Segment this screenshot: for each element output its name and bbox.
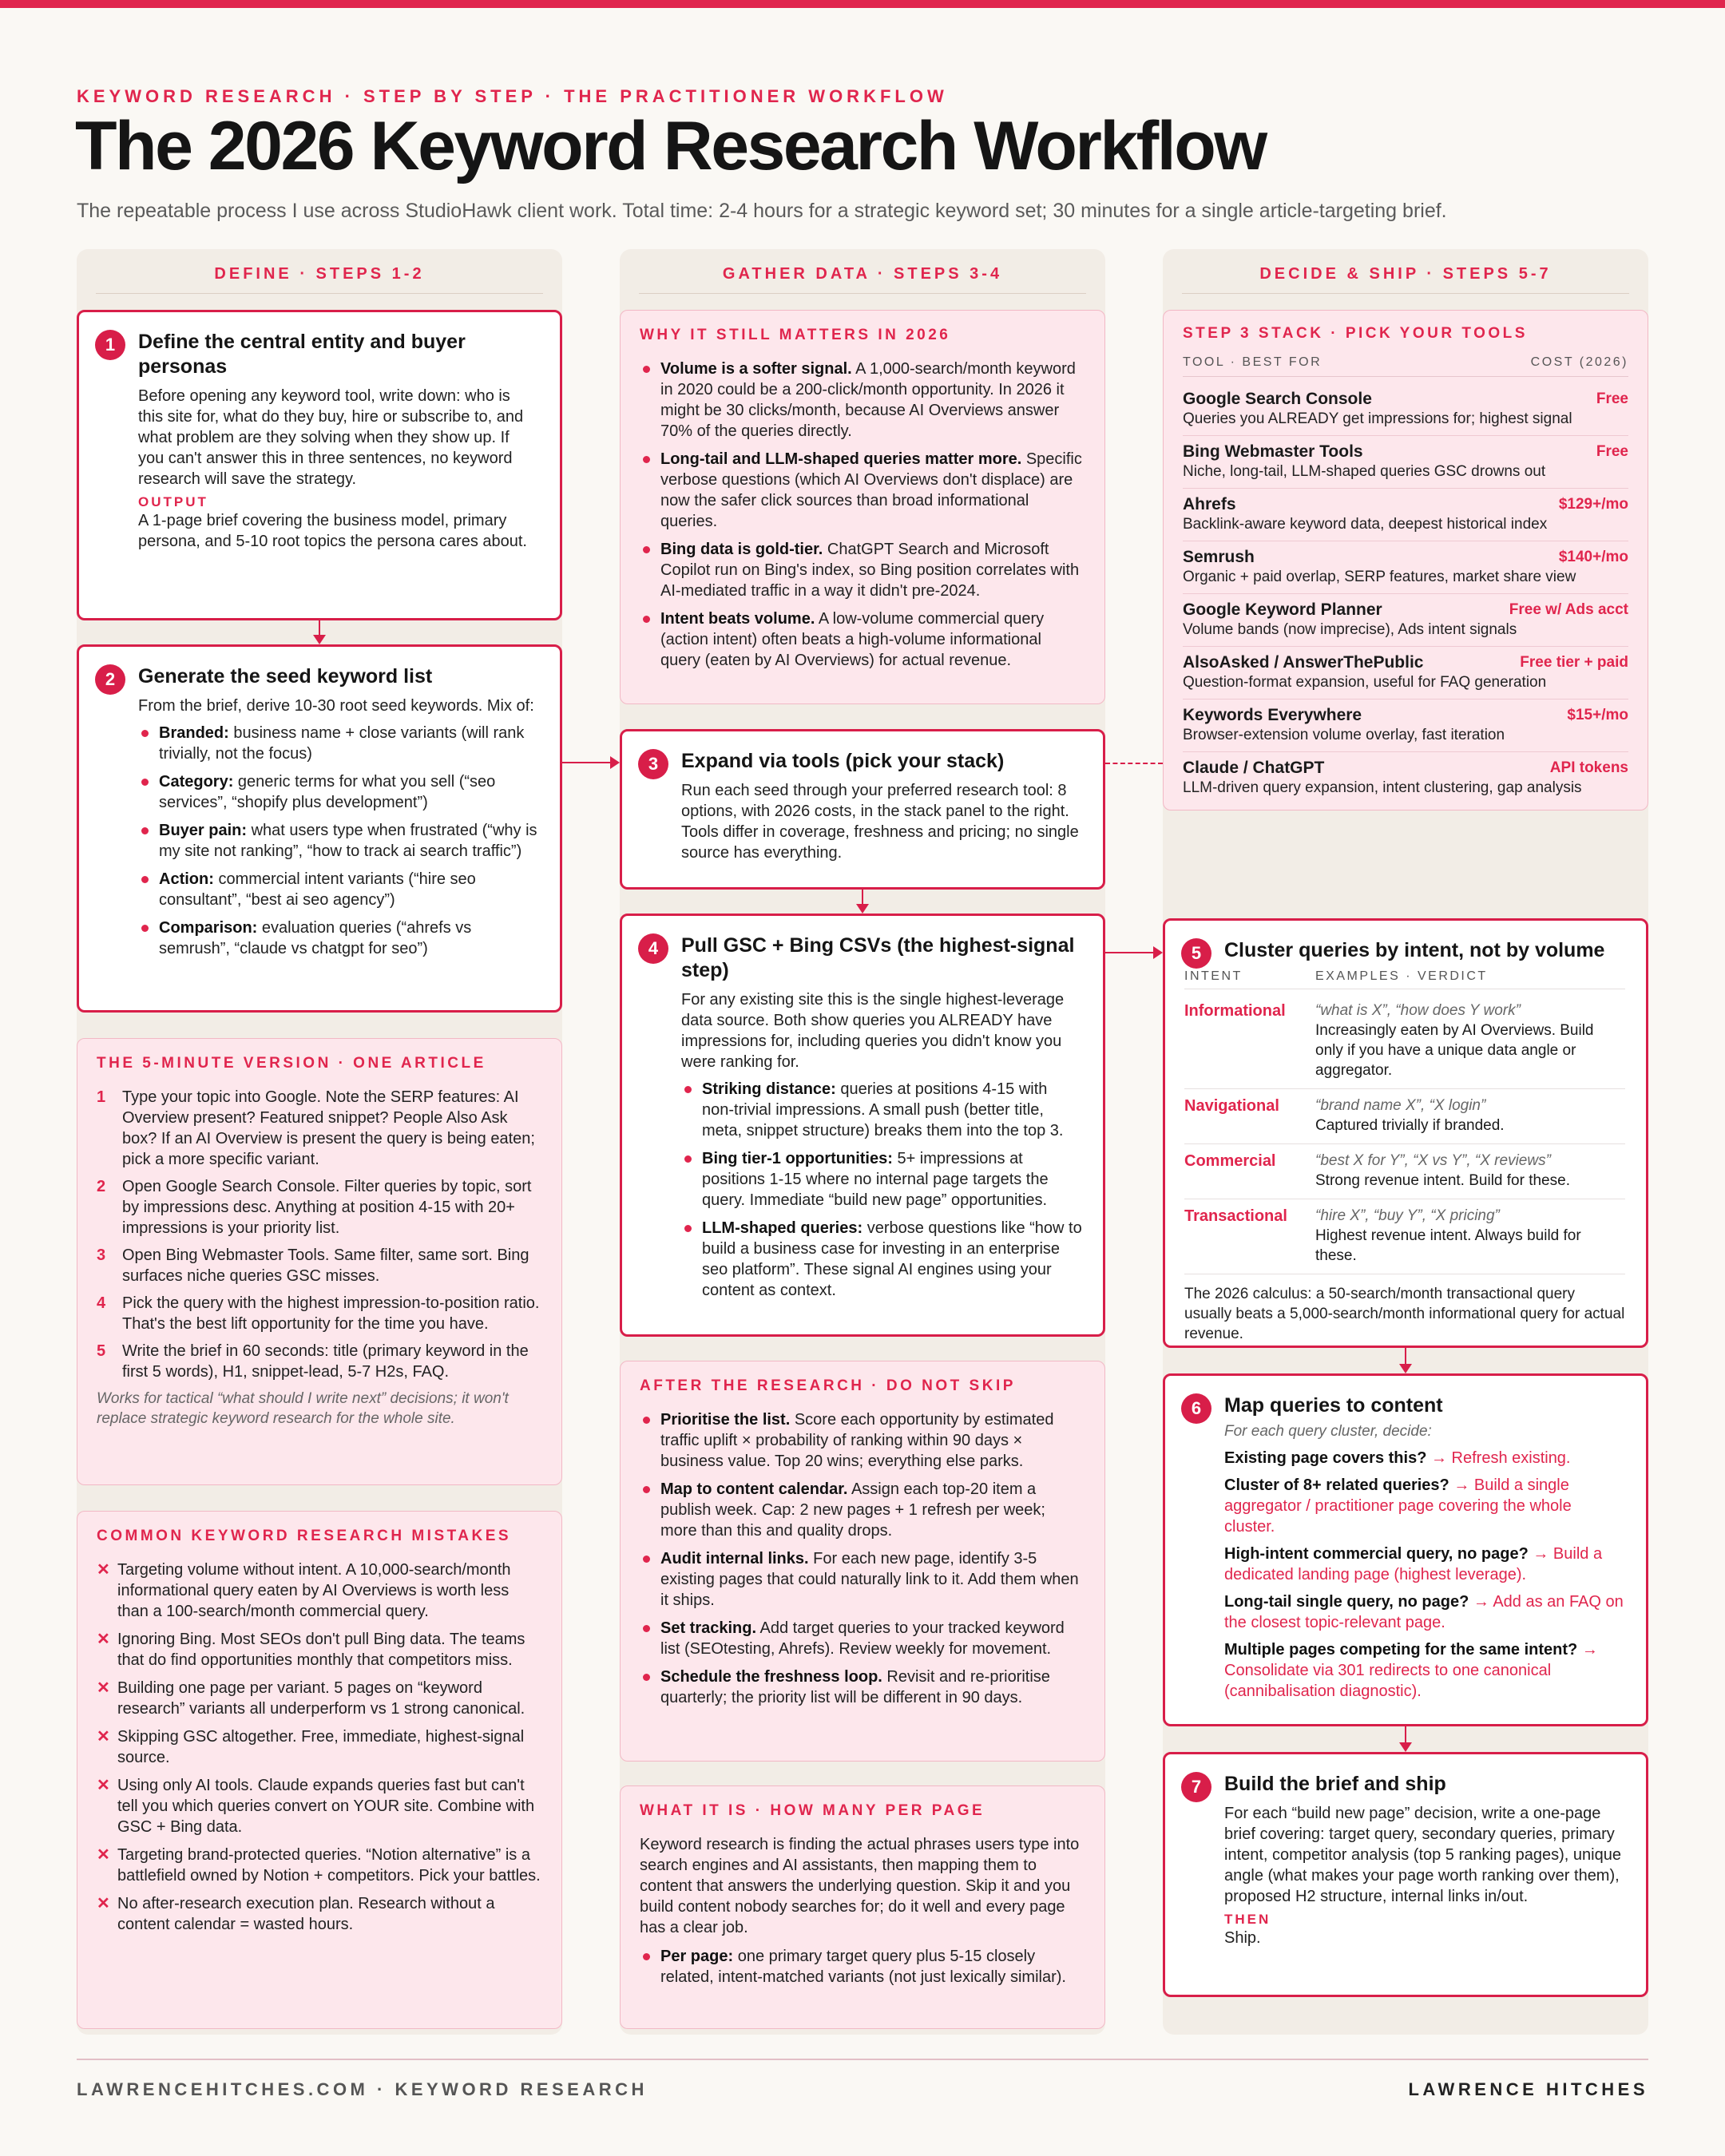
tool-desc: Volume bands (now imprecise), Ads intent signals [1183,621,1517,638]
five-minute-panel [77,1038,562,1485]
intent-name: Navigational [1184,1097,1279,1115]
step-5-card [1163,918,1648,1348]
intent-name: Transactional [1184,1207,1287,1225]
arrow-down-icon [313,635,326,644]
list-item: Map to content calendar. Assign each top-20 item a publish week. Cap: 2 new pages + 1 refresh per week; more than this and quality drops. [640,1479,1085,1541]
step-title: Map queries to content [1224,1394,1443,1417]
decision-item: Cluster of 8+ related queries? → Build a single aggregator / practitioner page covering the whole cluster. [1224,1476,1572,1536]
step-3-card [620,729,1105,890]
intent-name: Commercial [1184,1152,1276,1170]
connector-3-stack [1105,763,1163,764]
list-item: Striking distance: queries at positions 4-15 with non-trivial impressions. A small push (better title, meta, snippet structure) breaks them into the top 3. [681,1079,1082,1141]
tool-cost: API tokens [1549,759,1628,776]
header-tool: TOOL · BEST FOR [1183,355,1322,369]
list-item: 2 Open Google Search Console. Filter queries by topic, sort by impressions desc. Anything at position 4-15 with 20+ impressions is your priority list. [97,1178,532,1237]
tool-name: Google Keyword Planner [1183,600,1382,619]
arrow-right-icon [610,756,620,769]
what-list [640,1946,1085,1988]
list-item: ✕ Skipping GSC altogether. Free, immediate, highest-signal source. [97,1726,542,1768]
list-item: Volume is a softer signal. A 1,000-search/month keyword in 2020 could be a 200-click/month opportunity. In 2026 it might be 30 clicks/month, because AI Overviews answer 70% of the queries directly. [640,359,1085,442]
page-title: The 2026 Keyword Research Workflow [75,108,1266,184]
column-heading: DEFINE · STEPS 1-2 [96,249,543,294]
panel-body: Keyword research is finding the actual phrases users type into search engines and AI assistants, then mapping them to content that answers the underlying question. Skip it and you build content nobody searches for; do it well and every page has a clear job. [640,1836,1080,1936]
step-lead: For each query cluster, decide: [1224,1423,1432,1440]
decision-item: Existing page covers this? → Refresh existing. [1224,1449,1571,1467]
tool-cost: $15+/mo [1567,707,1628,723]
step-number: 1 [95,330,125,360]
five-minute-list [97,1087,542,1382]
tool-name: Bing Webmaster Tools [1183,442,1363,461]
list-item: ✕ Building one page per variant. 5 pages on “keyword research” variants all underperform vs 1 strong canonical. [97,1678,542,1719]
list-item: 1 Type your topic into Google. Note the SERP features: AI Overview present? Featured snippet? People Also Ask box? If an AI Overview is present the query is being eaten; pick a more specific variant. [97,1088,535,1168]
step-title: Expand via tools (pick your stack) [681,750,1005,772]
tool-desc: Niche, long-tail, LLM-shaped queries GSC drowns out [1183,463,1546,480]
list-item: Set tracking. Add target queries to your tracked keyword list (SEOtesting, Ahrefs). Review weekly for movement. [640,1618,1085,1659]
step-body: For any existing site this is the single highest-leverage data source. Both show queries you ALREADY have impressions for, including queries you didn't know you were ranking for. [681,991,1065,1071]
column-heading: DECIDE & SHIP · STEPS 5-7 [1182,249,1629,294]
tool-desc: Browser-extension volume overlay, fast iteration [1183,727,1505,743]
step-4-card [620,914,1105,1337]
list-item: Prioritise the list. Score each opportunity by estimated traffic uplift × probability of ranking within 90 days × business value. Top 20 wins; everything else parks. [640,1409,1085,1472]
column-heading: GATHER DATA · STEPS 3-4 [639,249,1086,294]
arrow-right-icon [1153,946,1163,959]
stack-row [1183,752,1628,804]
step-7-card [1163,1752,1648,1997]
tool-cost: Free [1596,390,1628,407]
tool-desc: Backlink-aware keyword data, deepest historical index [1183,516,1548,533]
panel-heading: STEP 3 STACK · PICK YOUR TOOLS [1183,325,1528,342]
intent-verdict: Captured trivially if branded. [1315,1117,1505,1134]
list-item: Comparison: evaluation queries (“ahrefs vs semrush”, “claude vs chatgpt for seo”) [138,917,539,959]
stack-row [1183,383,1628,436]
step-number: 4 [638,933,668,964]
list-item: ✕ Targeting volume without intent. A 10,000-search/month informational query eaten by AI Overviews is worth less than a 100-search/month commercial query. [97,1560,542,1622]
why-panel [620,310,1105,704]
intent-verdict: Highest revenue intent. Always build for these. [1315,1227,1581,1264]
step-title: Build the brief and ship [1224,1773,1446,1795]
list-item: Bing data is gold-tier. ChatGPT Search and Microsoft Copilot run on Bing's index, so Bing position correlates with AI-mediated traffic in a way it didn't pre-2024. [640,539,1085,601]
step-number: 7 [1181,1772,1211,1802]
what-panel [620,1785,1105,2029]
step-number: 3 [638,749,668,779]
intent-examples: “what is X”, “how does Y work” [1315,1002,1521,1019]
stack-row [1183,489,1628,541]
step-body: Before opening any keyword tool, write down: who is this site for, what do they buy, hire or subscribe to, and what problem are they solving when they show up. If you can't answer this in three sentences, no keyword research will save the strategy. [138,387,524,488]
tool-name: Ahrefs [1183,495,1236,513]
tool-cost: $129+/mo [1558,496,1628,513]
intent-name: Informational [1184,1002,1286,1020]
step-body: For each “build new page” decision, write a one-page brief covering: target query, secondary queries, primary intent, competitor analysis (top 5 ranking pages), unique angle (what makes your page worth ranking over them), proposed H2 structure, internal links in/out. [1224,1805,1621,1905]
tool-desc: Organic + paid overlap, SERP features, market share view [1183,569,1576,585]
panel-heading: WHY IT STILL MATTERS IN 2026 [640,327,951,343]
step-number: 6 [1181,1393,1211,1424]
step-title: Cluster queries by intent, not by volume [1224,939,1605,961]
why-list [640,359,1085,671]
stack-row [1183,541,1628,594]
tool-cost: Free w/ Ads acct [1509,601,1628,618]
step-6-card [1163,1373,1648,1726]
panel-note: Works for tactical “what should I write next” decisions; it won't replace strategic keyword research for the whole site. [97,1390,509,1427]
list-item: Action: commercial intent variants (“hire seo consultant”, “best ai seo agency”) [138,869,539,910]
intent-verdict: Increasingly eaten by AI Overviews. Build only if you have a unique data angle or aggregator. [1315,1022,1594,1079]
step-number: 2 [95,664,125,695]
mistakes-list [97,1560,542,1935]
intent-table-header [1184,969,1625,989]
list-item: 3 Open Bing Webmaster Tools. Same filter, same sort. Bing surfaces niche queries GSC misses. [97,1246,529,1285]
then-label: THEN [1224,1912,1271,1927]
header-intent: INTENT [1184,969,1243,983]
stack-panel [1163,310,1648,810]
list-item: ✕ Ignoring Bing. Most SEOs don't pull Bing data. The teams that do find opportunities monthly that competitors miss. [97,1629,542,1671]
intent-row [1184,1199,1625,1274]
intent-examples: “hire X”, “buy Y”, “X pricing” [1315,1207,1500,1224]
connector-3-4 [862,890,863,904]
stack-row [1183,436,1628,489]
intent-row [1184,1144,1625,1199]
tool-desc: LLM-driven query expansion, intent clustering, gap analysis [1183,779,1582,796]
after-list [640,1409,1085,1708]
list-item: ✕ No after-research execution plan. Research without a content calendar = wasted hours. [97,1893,542,1935]
connector-5-6 [1405,1348,1406,1364]
footer-site: LAWRENCEHITCHES.COM · KEYWORD RESEARCH [77,2079,648,2099]
arrow-down-icon [1399,1742,1412,1752]
stack-row [1183,647,1628,700]
tool-desc: Queries you ALREADY get impressions for; highest signal [1183,410,1572,427]
footer-author: LAWRENCE HITCHES [1408,2079,1648,2099]
step-number: 5 [1181,938,1211,969]
arrow-down-icon [1399,1364,1412,1373]
tool-name: AlsoAsked / AnswerThePublic [1183,653,1424,672]
header-examples: EXAMPLES · VERDICT [1315,969,1488,983]
step-title: Pull GSC + Bing CSVs (the highest-signal step) [681,934,1075,981]
stack-table [1183,383,1628,804]
connector-1-2 [319,620,320,635]
output-label: OUTPUT [138,494,208,509]
top-accent-bar [0,0,1725,8]
step-body: Run each seed through your preferred research tool: 8 options, with 2026 costs, in the stack panel to the right. Tools differ in coverage, freshness and pricing; no single source has everything. [681,782,1079,862]
list-item: ✕ Targeting brand-protected queries. “Notion alternative” is a battlefield owned by Notion + competitors. Pick your battles. [97,1845,542,1886]
tool-cost: Free tier + paid [1520,654,1628,671]
list-item: Long-tail and LLM-shaped queries matter more. Specific verbose questions (which AI Overviews don't displace) are now the safer click sources than broad informational queries. [640,449,1085,532]
step-body: From the brief, derive 10-30 root seed keywords. Mix of: [138,697,534,715]
list-item: Per page: one primary target query plus 5-15 closely related, intent-matched variants (not just lexically similar). [640,1946,1085,1988]
seed-list [138,723,539,959]
page-subtitle: The repeatable process I use across StudioHawk client work. Total time: 2-4 hours for a strategic keyword set; 30 minutes for a single article-targeting brief. [77,200,1447,222]
intent-row [1184,1089,1625,1144]
intent-footer: The 2026 calculus: a 50-search/month transactional query usually beats a 5,000-search/month informational query for actual revenue. [1184,1286,1625,1342]
intent-verdict: Strong revenue intent. Build for these. [1315,1172,1570,1189]
header-cost: COST (2026) [1530,355,1628,369]
kicker: KEYWORD RESEARCH · STEP BY STEP · THE PRACTITIONER WORKFLOW [77,86,948,106]
mistakes-panel [77,1511,562,2029]
connector-4-5 [1105,952,1153,953]
step-1-card [77,310,562,620]
list-item: Audit internal links. For each new page, identify 3-5 existing pages that could naturally link to it. Add them when it ships. [640,1548,1085,1611]
stack-row [1183,594,1628,647]
stack-table-header [1183,355,1628,377]
footer-divider [77,2059,1648,2060]
list-item: Intent beats volume. A low-volume commercial query (action intent) often beats a high-volume informational query (eaten by AI Overviews) for actual revenue. [640,608,1085,671]
list-item: Category: generic terms for what you sell (“seo services”, “shopify plus development”) [138,771,539,813]
tool-name: Google Search Console [1183,390,1372,408]
connector-2-3 [562,762,610,763]
tool-desc: Question-format expansion, useful for FAQ generation [1183,674,1547,691]
panel-heading: THE 5-MINUTE VERSION · ONE ARTICLE [97,1055,486,1072]
after-panel [620,1361,1105,1762]
tool-cost: Free [1596,443,1628,460]
list-item: Bing tier-1 opportunities: 5+ impressions at positions 1-15 where no internal page targets the query. Immediate “build new page” opportunities. [681,1148,1082,1211]
intent-row [1184,994,1625,1089]
output-text: A 1-page brief covering the business model, primary persona, and 5-10 root topics the persona cares about. [138,512,527,550]
list-item: Schedule the freshness loop. Revisit and re-prioritise quarterly; the priority list will be different in 90 days. [640,1667,1085,1708]
step-2-card [77,644,562,1013]
list-item: 4 Pick the query with the highest impression-to-position ratio. That's the best lift opportunity for the time you have. [97,1294,540,1333]
intent-table [1184,994,1625,1274]
panel-heading: WHAT IT IS · HOW MANY PER PAGE [640,1802,985,1819]
stack-row [1183,700,1628,752]
signal-list [681,1079,1082,1301]
arrow-down-icon [856,904,869,914]
list-item: 5 Write the brief in 60 seconds: title (primary keyword in the first 5 words), H1, snippet-lead, 5-7 H2s, FAQ. [97,1342,529,1381]
decision-item: High-intent commercial query, no page? → Build a dedicated landing page (highest leverage). [1224,1545,1603,1583]
tool-name: Keywords Everywhere [1183,706,1362,724]
list-item: Buyer pain: what users type when frustrated (“why is my site not ranking”, “how to track ai search traffic”) [138,820,539,862]
step-title: Define the central entity and buyer personas [138,331,466,378]
decision-item: Multiple pages competing for the same intent? → Consolidate via 301 redirects to one canonical (cannibalisation diagnostic). [1224,1641,1598,1700]
tool-name: Claude / ChatGPT [1183,759,1325,777]
panel-heading: COMMON KEYWORD RESEARCH MISTAKES [97,1528,512,1544]
list-item: ✕ Using only AI tools. Claude expands queries fast but can't tell you which queries convert on YOUR site. Combine with GSC + Bing data. [97,1775,542,1837]
connector-6-7 [1405,1726,1406,1742]
tool-cost: $140+/mo [1558,549,1628,565]
list-item: Branded: business name + close variants (will rank trivially, not the focus) [138,723,539,764]
list-item: LLM-shaped queries: verbose questions like “how to build a business case for investing in an enterprise seo platform”. These signal AI engines using your content as context. [681,1218,1082,1301]
panel-heading: AFTER THE RESEARCH · DO NOT SKIP [640,1377,1016,1394]
tool-name: Semrush [1183,548,1255,566]
intent-examples: “brand name X”, “X login” [1315,1097,1486,1114]
intent-examples: “best X for Y”, “X vs Y”, “X reviews” [1315,1152,1551,1169]
decision-item: Long-tail single query, no page? → Add as an FAQ on the closest topic-relevant page. [1224,1593,1624,1631]
then-text: Ship. [1224,1929,1261,1947]
step-title: Generate the seed keyword list [138,665,433,688]
